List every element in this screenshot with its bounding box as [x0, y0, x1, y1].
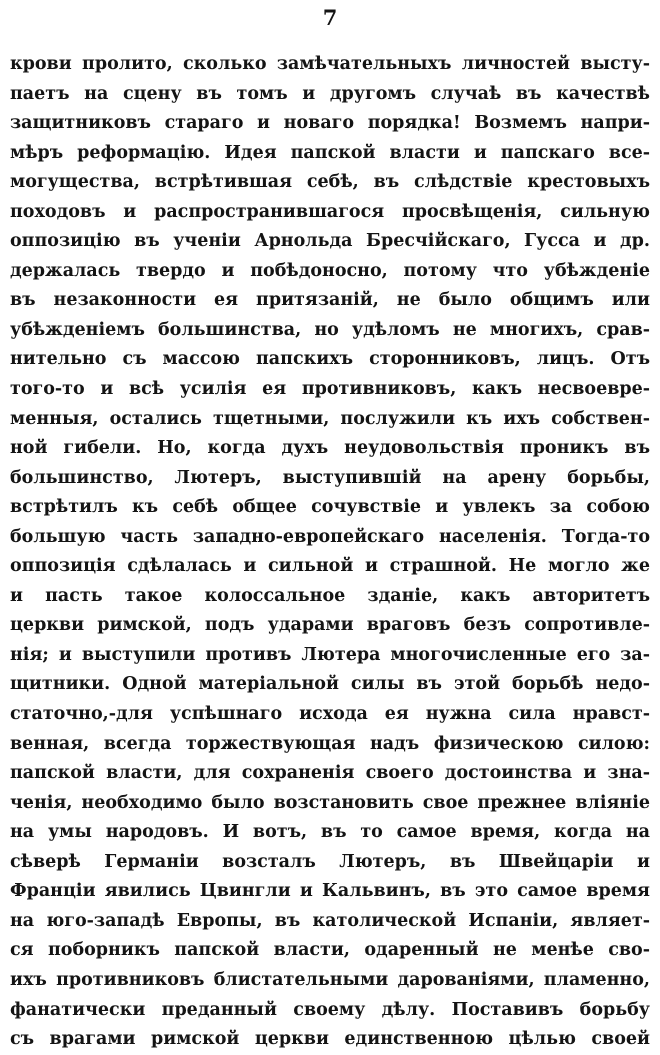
- text-line: съ врагами римской церкви единственною цѣлью своей: [10, 1029, 650, 1050]
- text-line: держалась твердо и побѣдоносно, потому что убѣжденіе: [10, 260, 650, 281]
- text-line: оппозиція сдѣлалась и сильной и страшной. Не могло же: [10, 556, 650, 577]
- text-line: папской власти, для сохраненія своего достоинства и зна-: [10, 763, 650, 784]
- text-line: и пасть такое колоссальное зданіе, какъ авторитетъ: [10, 585, 650, 606]
- text-line: нія; и выступили противъ Лютера многочисленные его за-: [10, 644, 650, 665]
- text-line: венная, всегда торжествующая надъ физическою силою:: [10, 733, 650, 754]
- text-line: большую часть западно-европейскаго населенія. Тогда-то: [10, 526, 650, 547]
- text-line: щитники. Одной матеріальной силы въ этой борьбѣ недо-: [10, 674, 650, 695]
- text-line: ся поборникъ папской власти, одаренный не менѣе сво-: [10, 940, 650, 961]
- text-line: походовъ и распространившагося просвѣщенія, сильную: [10, 201, 650, 222]
- text-line: ной гибели. Но, когда духъ неудовольствія проникъ въ: [10, 438, 650, 459]
- text-line: крови пролито, сколько замѣчательныхъ личностей высту-: [10, 54, 650, 74]
- page-number: 7: [322, 5, 338, 30]
- text-line: ченія, необходимо было возстановить свое прежнее вліяніе: [10, 792, 650, 813]
- text-line: большинство, Лютеръ, выступившій на арену борьбы,: [10, 467, 650, 488]
- text-line: статочно,-для успѣшнаго исхода ея нужна сила нравст-: [10, 704, 650, 725]
- text-line: церкви римской, подъ ударами враговъ безъ сопротивле-: [10, 615, 650, 636]
- text-line: фанатически преданный своему дѣлу. Поставивъ борьбу: [10, 999, 650, 1020]
- text-line: на умы народовъ. И вотъ, въ то самое время, когда на: [10, 822, 650, 843]
- text-line: нительно съ массою папскихъ сторонниковъ, лицъ. Отъ: [10, 349, 650, 370]
- text-line: Франціи явились Цвингли и Кальвинъ, въ это самое время: [10, 881, 650, 902]
- text-line: въ незаконности ея притязаній, не было общимъ или: [10, 290, 650, 311]
- text-line: сѣверѣ Германіи возсталъ Лютеръ, въ Швейцаріи и: [10, 851, 650, 872]
- body-text: [10, 50, 650, 1055]
- text-line: защитниковъ стараго и новаго порядка! Возмемъ напри-: [10, 113, 650, 134]
- text-line: убѣжденіемъ большинства, но удѣломъ не многихъ, срав-: [10, 319, 650, 340]
- text-line: ихъ противниковъ блистательными дарованіями, пламенно,: [10, 969, 650, 990]
- text-line: паетъ на сцену въ томъ и другомъ случаѣ въ качествѣ: [10, 83, 650, 104]
- text-line: встрѣтилъ къ себѣ общее сочувствіе и увлекъ за собою: [10, 497, 650, 518]
- text-line: менныя, остались тщетными, послужили къ ихъ собствен-: [10, 408, 650, 429]
- text-line: того-то и всѣ усилія ея противниковъ, какъ несвоевре-: [10, 379, 650, 400]
- text-line: на юго-западѣ Европы, въ католической Испаніи, являет-: [10, 910, 650, 931]
- text-line: оппозицію въ ученіи Арнольда Бресчійскаго, Гусса и др.: [10, 231, 650, 252]
- text-line: могущества, встрѣтившая себѣ, въ слѣдствіе крестовыхъ: [10, 172, 650, 193]
- text-line: мѣръ реформацію. Идея папской власти и папскаго все-: [10, 142, 650, 163]
